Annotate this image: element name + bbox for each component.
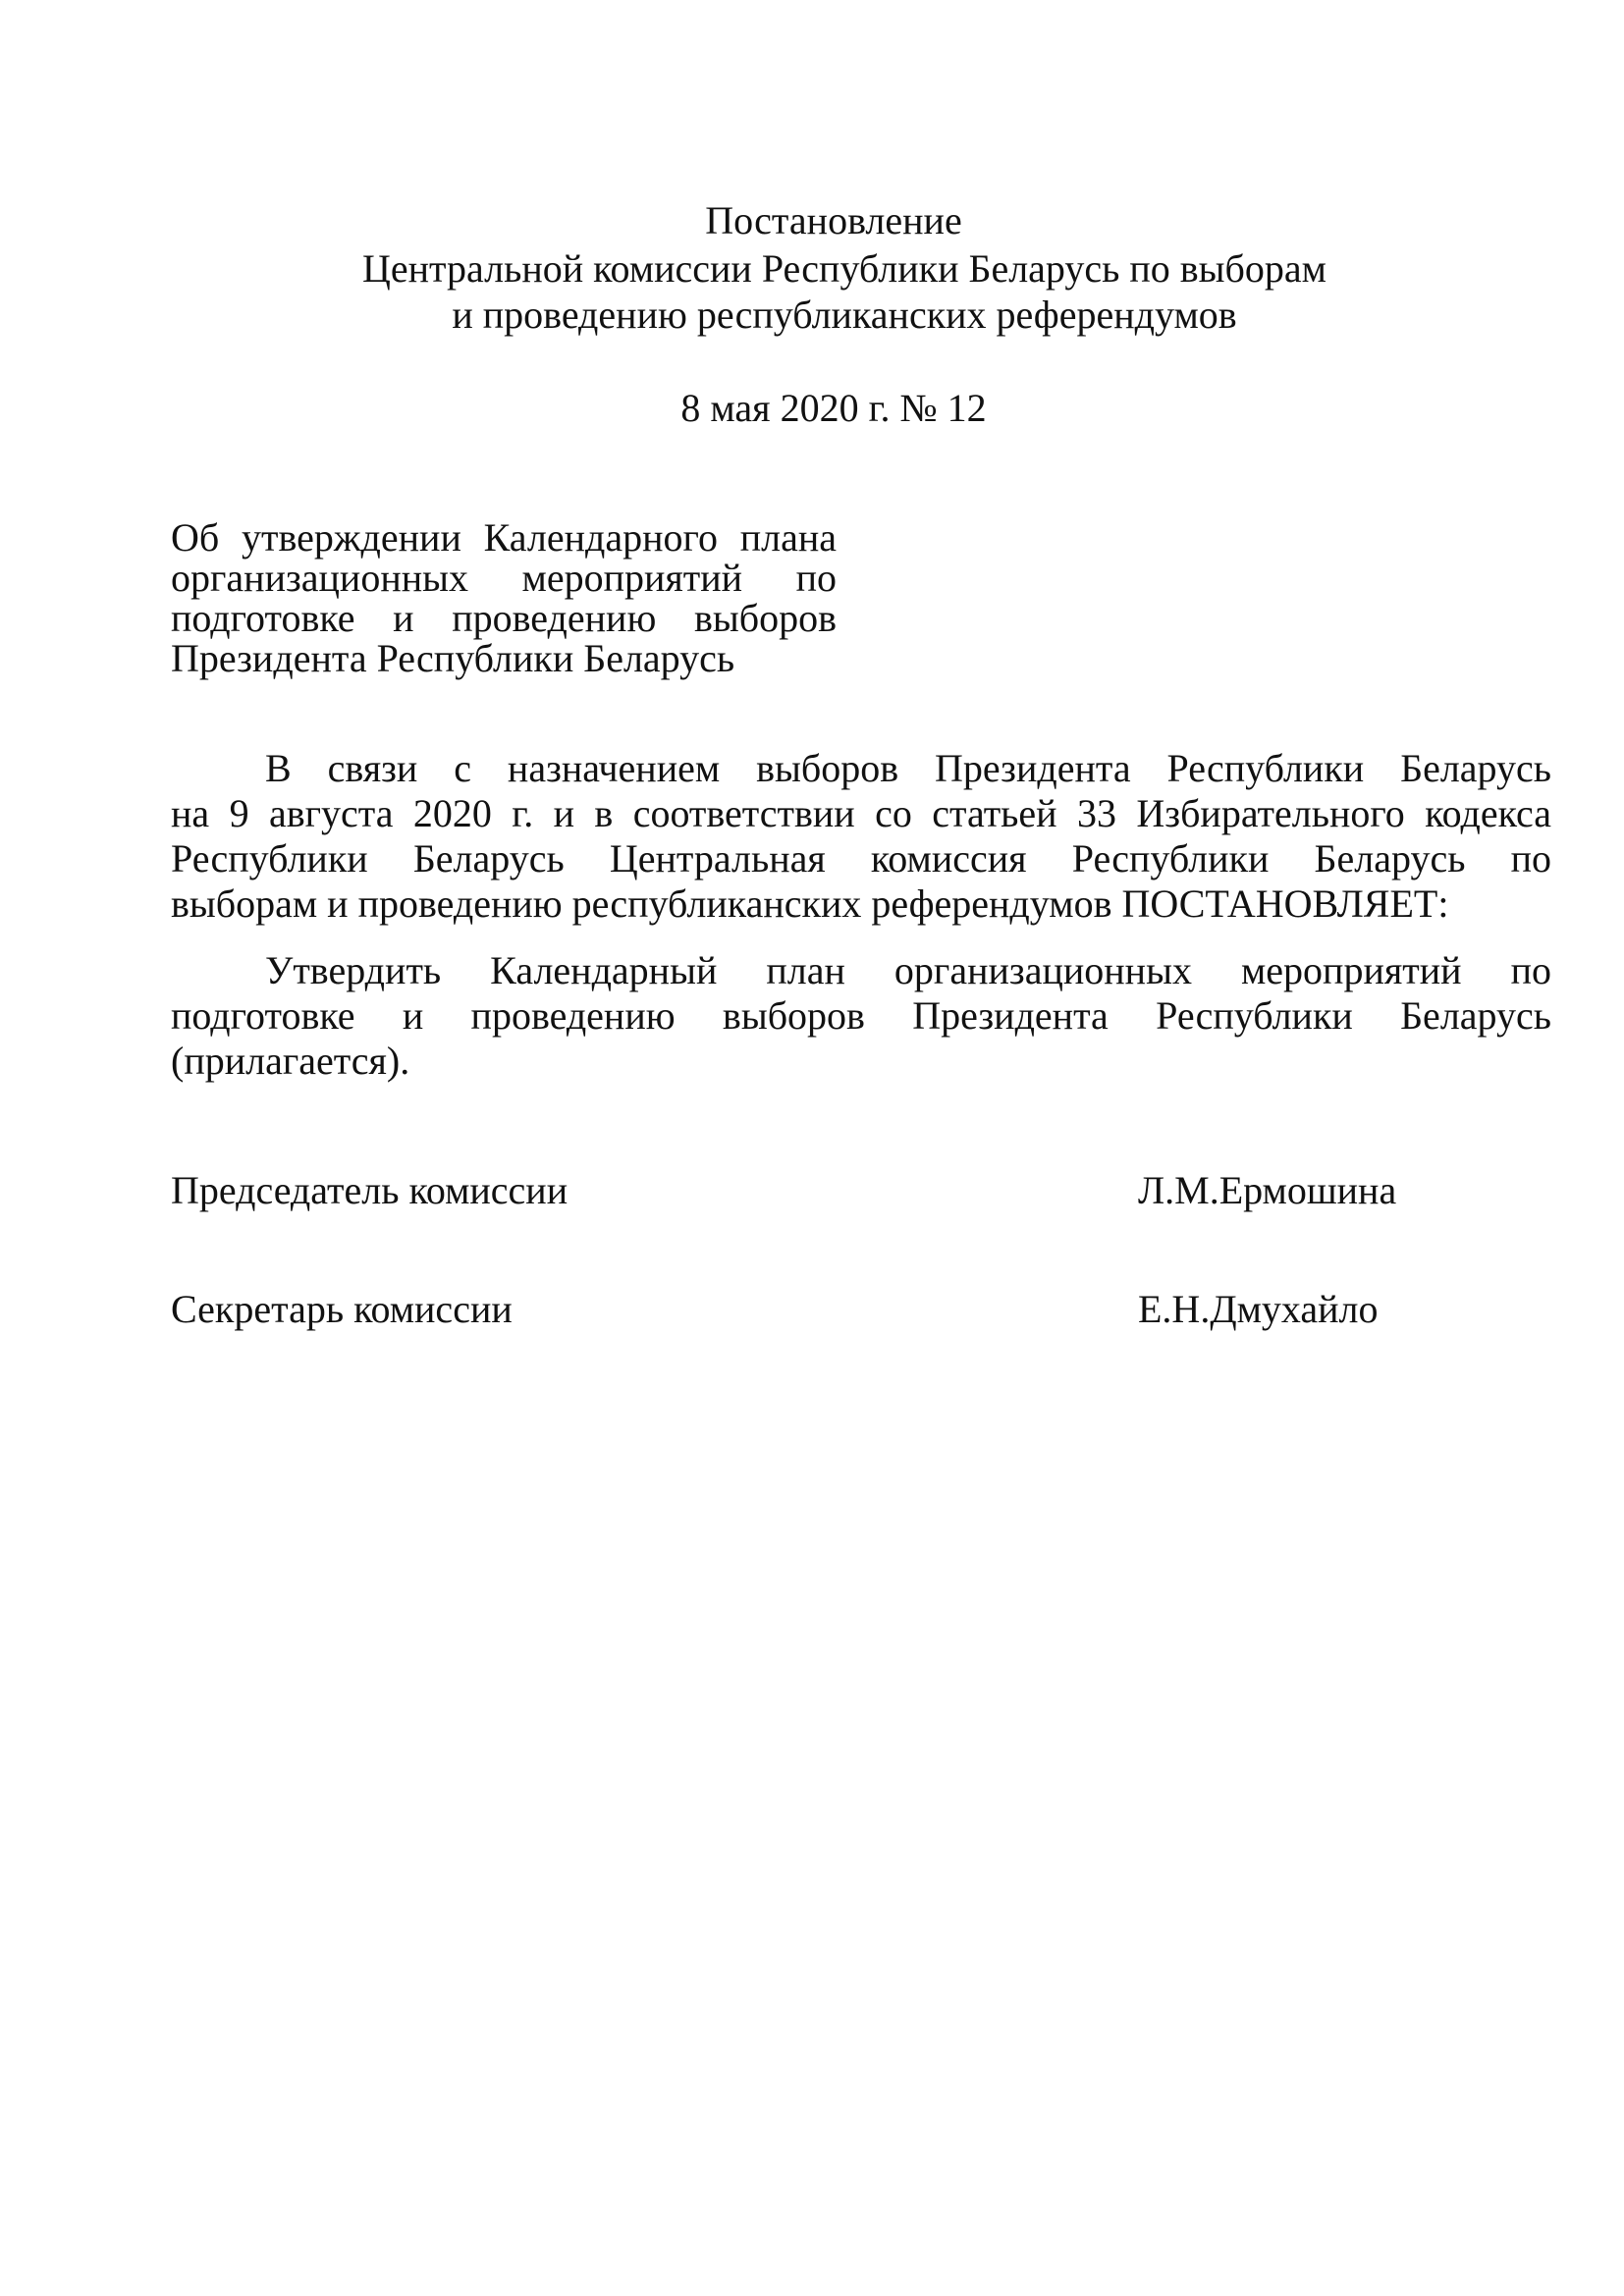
- issuer-line: Центральной комиссии Республики Беларусь по выборам: [362, 246, 1326, 291]
- paragraph-line: подготовке и проведению выборов Президента Республики Беларусь: [171, 993, 1551, 1038]
- signatory-role: Секретарь комиссии: [171, 1287, 513, 1331]
- date-and-number: 8 мая 2020 г. № 12: [680, 386, 987, 430]
- paragraph-line: выборам и проведению республиканских референдумов ПОСТАНОВЛЯЕТ:: [171, 881, 1449, 926]
- issuing-body: [334, 245, 1355, 338]
- subject-line: Об утверждении Календарного плана: [171, 515, 837, 560]
- paragraph-line: Утвердить Календарный план организационных мероприятий по: [265, 948, 1551, 992]
- document-type-title: Постановление: [705, 198, 962, 242]
- subject-line: организационных мероприятий по: [171, 556, 837, 600]
- subject-line: подготовке и проведению выборов: [171, 596, 837, 640]
- signatory-name: Е.Н.Дмухайло: [1138, 1287, 1379, 1331]
- document-body: [171, 746, 1551, 1084]
- signatory-role: Председатель комиссии: [171, 1168, 568, 1212]
- paragraph-line: на 9 августа 2020 г. и в соответствии со статьей 33 Избирательного кодекса: [171, 791, 1551, 835]
- paragraph-line: Республики Беларусь Центральная комиссия Республики Беларусь по: [171, 836, 1551, 881]
- document-subject: [171, 517, 837, 678]
- paragraph-spacer: [171, 927, 1551, 948]
- subject-line: Президента Республики Беларусь: [171, 636, 735, 680]
- issuer-line: и проведению республиканских референдумов: [452, 293, 1237, 337]
- paragraph-line: (прилагается).: [171, 1039, 410, 1083]
- paragraph-line: В связи с назначением выборов Президента Республики Беларусь: [265, 746, 1551, 790]
- signatory-name: Л.М.Ермошина: [1138, 1168, 1397, 1212]
